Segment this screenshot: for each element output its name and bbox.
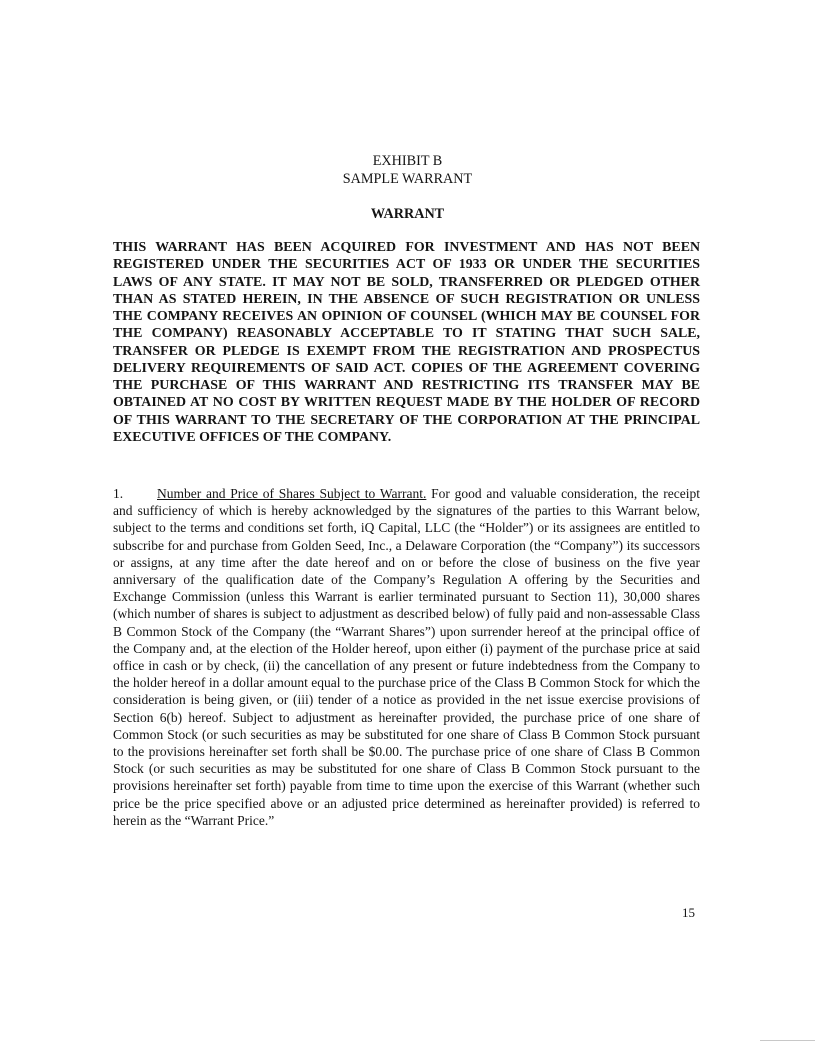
exhibit-label: EXHIBIT B: [372, 153, 443, 169]
scan-edge-line: [760, 1040, 815, 1041]
exhibit-subtitle: SAMPLE WARRANT: [342, 171, 473, 187]
restrictive-legend: THIS WARRANT HAS BEEN ACQUIRED FOR INVESTMENT AND HAS NOT BEEN REGISTERED UNDER THE SECURITIES ACT OF 1933 OR UNDER THE SECURITIES LAWS OF ANY STATE. IT MAY NOT BE SOLD, TRANSFERRED OR PLEDGED OTHER THAN AS STATED HEREIN, IN THE ABSENCE OF SUCH REGISTRATION OR UNLESS THE COMPANY RECEIVES AN OPINION OF COUNSEL (WHICH MAY BE COUNSEL FOR THE COMPANY) REASONABLY ACCEPTABLE TO IT STATING THAT SUCH SALE, TRANSFER OR PLEDGE IS EXEMPT FROM THE REGISTRATION AND PROSPECTUS DELIVERY REQUIREMENTS OF SAID ACT. COPIES OF THE AGREEMENT COVERING THE PURCHASE OF THIS WARRANT AND RESTRICTING ITS TRANSFER MAY BE OBTAINED AT NO COST BY WRITTEN REQUEST MADE BY THE HOLDER OF RECORD OF THIS WARRANT TO THE SECRETARY OF THE CORPORATION AT THE PRINCIPAL EXECUTIVE OFFICES OF THE COMPANY.: [113, 240, 700, 445]
page-number: 15: [682, 905, 695, 920]
section-number: 1.: [113, 486, 124, 501]
section-1: [113, 485, 700, 829]
section-heading: Number and Price of Shares Subject to Warrant.: [157, 486, 427, 501]
section-body: For good and valuable consideration, the receipt and sufficiency of which is hereby acknowledged by the signatures of the parties to this Warrant below, subject to the terms and conditions set forth, iQ Capital, LLC (the “Holder”) or its assignees are entitled to subscribe for and purchase from Golden Seed, Inc., a Delaware Corporation (the “Company”) its successors or assigns, at any time after the date hereof and on or before the close of business on the five year anniversary of the qualification date of the Company’s Regulation A offering by the Securities and Exchange Commission (unless this Warrant is earlier terminated pursuant to Section 11), 30,000 shares (which number of shares is subject to adjustment as described below) of fully paid and non-assessable Class B Common Stock of the Company (the “Warrant Shares”) upon surrender hereof at the principal office of the Company and, at the election of the Holder hereof, upon either (i) payment of the purchase price at said office in cash or by check, (ii) the cancellation of any present or future indebtedness from the Company to the holder hereof in a dollar amount equal to the purchase price of the Class B Common Stock for which the consideration is being given, or (iii) tender of a notice as provided in the net issue exercise provisions of Section 6(b) hereof. Subject to adjustment as hereinafter provided, the purchase price of one share of Common Stock (or such securities as may be substituted for one share of Class B Common Stock pursuant to the provisions hereinafter set forth shall be $0.00. The purchase price of one share of Class B Common Stock (or such securities as may be substituted for one share of Class B Common Stock pursuant to the provisions hereinafter set forth) payable from time to time upon the exercise of this Warrant (whether such price be the price specified above or an adjusted price determined as hereinafter provided) is referred to herein as the “Warrant Price.”: [113, 486, 701, 828]
exhibit-heading: [0, 152, 815, 188]
document-title: WARRANT: [370, 206, 445, 222]
